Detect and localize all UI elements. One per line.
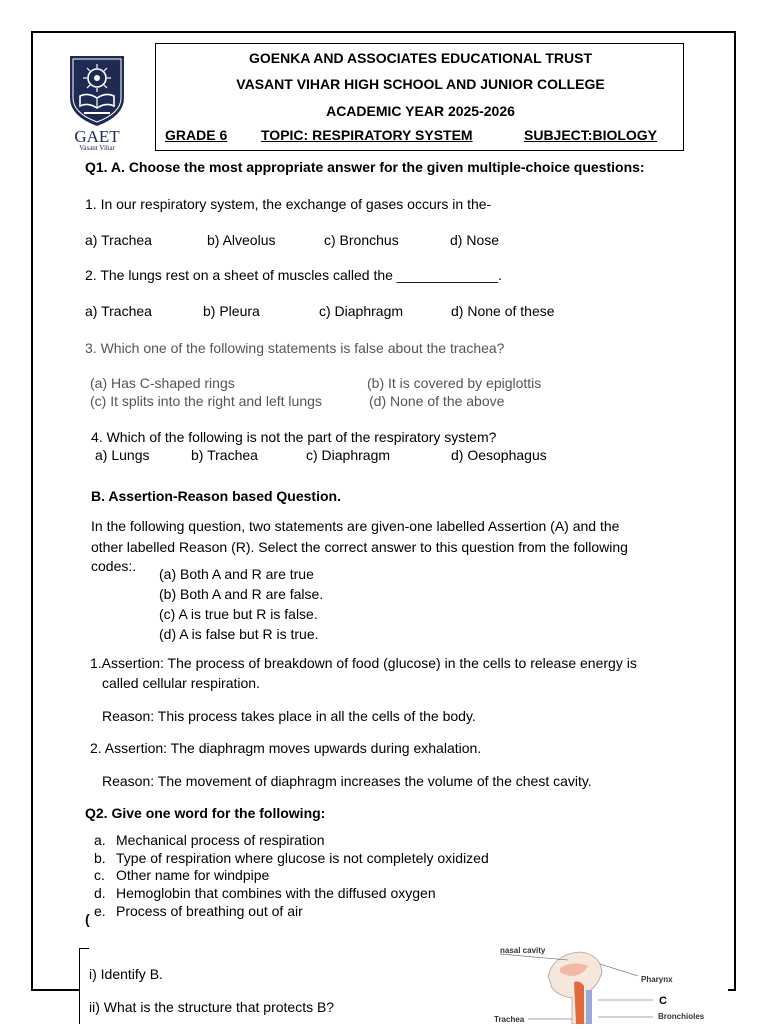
section-b-intro-line-3: codes:. bbox=[91, 558, 137, 574]
diagram-label-c: C bbox=[659, 995, 667, 1007]
diagram-label-trachea: Trachea bbox=[494, 1015, 525, 1024]
mcq-3-option-b: (b) It is covered by epiglottis bbox=[367, 375, 542, 391]
assertion-1-line-1: 1.Assertion: The process of breakdown of food (glucose) in the cells to release energy is bbox=[90, 655, 637, 671]
mcq-2-option-a: a) Trachea bbox=[85, 303, 152, 319]
code-d: (d) A is false but R is true. bbox=[159, 626, 319, 642]
q2-item-d: Hemoglobin that combines with the diffused oxygen bbox=[116, 885, 436, 901]
section-b-heading: B. Assertion-Reason based Question. bbox=[91, 488, 341, 504]
code-a: (a) Both A and R are true bbox=[159, 566, 314, 582]
q2-item-c: Other name for windpipe bbox=[116, 867, 270, 883]
respiratory-system-diagram bbox=[488, 946, 728, 1024]
mcq-1-option-c: c) Bronchus bbox=[324, 232, 399, 248]
mcq-question-2: 2. The lungs rest on a sheet of muscles called the _____________. bbox=[85, 267, 502, 283]
topic-label: TOPIC: RESPIRATORY SYSTEM bbox=[261, 127, 473, 143]
academic-year: ACADEMIC YEAR 2025-2026 bbox=[326, 103, 515, 119]
school-name: VASANT VIHAR HIGH SCHOOL AND JUNIOR COLLEGE bbox=[236, 76, 605, 92]
diagram-label-pharynx: Pharynx bbox=[641, 975, 673, 984]
mcq-1-option-a: a) Trachea bbox=[85, 232, 152, 248]
q1-heading: Q1. A. Choose the most appropriate answer for the given multiple-choice questions: bbox=[85, 159, 645, 175]
q2-marker-c: c. bbox=[94, 867, 105, 883]
q2-marker-d: d. bbox=[94, 885, 106, 901]
assertion-1-line-2: called cellular respiration. bbox=[102, 675, 260, 691]
q2-marker-a: a. bbox=[94, 832, 106, 848]
mcq-3-option-a: (a) Has C-shaped rings bbox=[90, 375, 235, 391]
mcq-4-option-a: a) Lungs bbox=[95, 447, 150, 463]
q2-marker-b: b. bbox=[94, 850, 106, 866]
section-b-intro-line-1: In the following question, two statements are given-one labelled Assertion (A) and the bbox=[91, 518, 620, 534]
reason-2: Reason: The movement of diaphragm increases the volume of the chest cavity. bbox=[102, 773, 592, 789]
mcq-2-option-d: d) None of these bbox=[451, 303, 555, 319]
q2-item-a: Mechanical process of respiration bbox=[116, 832, 325, 848]
trust-name: GOENKA AND ASSOCIATES EDUCATIONAL TRUST bbox=[248, 50, 592, 66]
logo-subtext: Vasant Vihar bbox=[79, 144, 115, 152]
mcq-2-option-b: b) Pleura bbox=[203, 303, 260, 319]
reason-1: Reason: This process takes place in all the cells of the body. bbox=[102, 708, 476, 724]
q3-part-ii: ii) What is the structure that protects B? bbox=[89, 999, 335, 1015]
q2-item-e: Process of breathing out of air bbox=[116, 903, 303, 919]
grade-label: GRADE 6 bbox=[165, 127, 228, 143]
clipped-heading-char: ( bbox=[85, 911, 90, 927]
mcq-1-option-b: b) Alveolus bbox=[207, 232, 276, 248]
q2-item-b: Type of respiration where glucose is not completely oxidized bbox=[116, 850, 489, 866]
mcq-4-option-b: b) Trachea bbox=[191, 447, 258, 463]
logo-text: GAET bbox=[74, 127, 120, 146]
q2-marker-e: e. bbox=[94, 903, 106, 919]
mcq-4-option-d: d) Oesophagus bbox=[451, 447, 547, 463]
mcq-2-option-c: c) Diaphragm bbox=[319, 303, 404, 319]
code-c: (c) A is true but R is false. bbox=[159, 606, 318, 622]
page-border-bottom-left bbox=[31, 989, 79, 991]
mcq-4-option-c: c) Diaphragm bbox=[306, 447, 391, 463]
q3-part-i: i) Identify B. bbox=[89, 966, 163, 982]
gaet-logo-icon bbox=[66, 52, 128, 128]
diagram-label-bronchioles: Bronchioles bbox=[658, 1012, 705, 1021]
q3-box bbox=[79, 948, 89, 1024]
mcq-3-option-c: (c) It splits into the right and left lungs bbox=[90, 393, 322, 409]
mcq-question-4: 4. Which of the following is not the part of the respiratory system? bbox=[91, 429, 497, 445]
q2-heading: Q2. Give one word for the following: bbox=[85, 805, 326, 821]
mcq-question-1: 1. In our respiratory system, the exchange of gases occurs in the- bbox=[85, 196, 492, 212]
subject-label: SUBJECT:BIOLOGY bbox=[524, 127, 658, 143]
mcq-3-option-d: (d) None of the above bbox=[369, 393, 505, 409]
section-b-intro-line-2: other labelled Reason (R). Select the correct answer to this question from the following bbox=[91, 539, 628, 555]
assertion-2: 2. Assertion: The diaphragm moves upwards during exhalation. bbox=[90, 740, 482, 756]
mcq-1-option-d: d) Nose bbox=[450, 232, 500, 248]
diagram-label-nasal: nasal cavity bbox=[500, 946, 546, 955]
code-b: (b) Both A and R are false. bbox=[159, 586, 324, 602]
mcq-question-3: 3. Which one of the following statements is false about the trachea? bbox=[85, 340, 505, 356]
